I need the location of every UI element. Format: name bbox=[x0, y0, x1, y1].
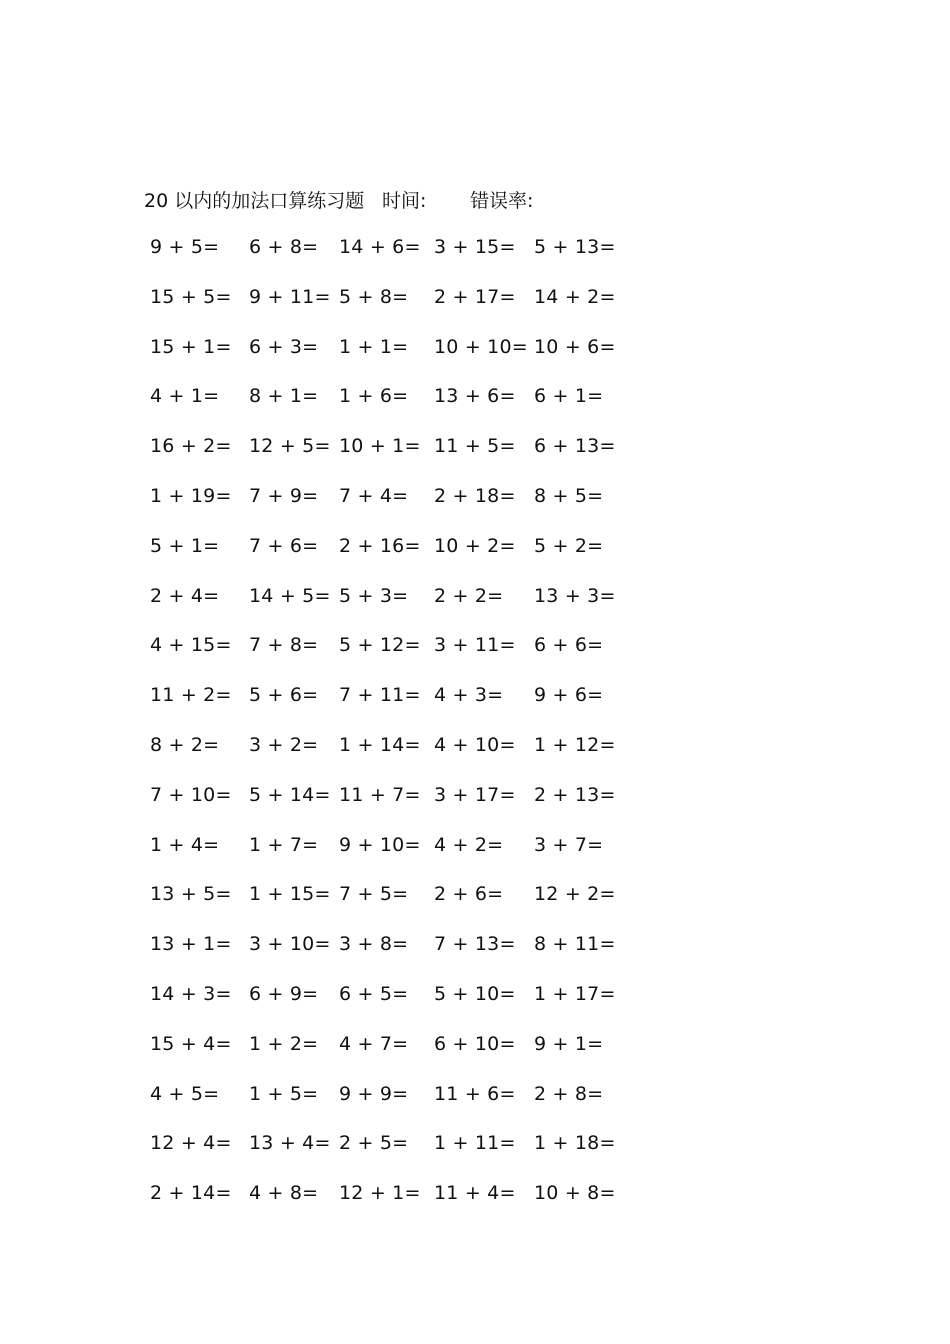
addition-problem: 5 + 8= bbox=[339, 285, 409, 308]
addition-problem: 14 + 2= bbox=[534, 285, 616, 308]
addition-problem: 3 + 11= bbox=[434, 634, 516, 657]
addition-problem: 1 + 6= bbox=[339, 385, 409, 408]
addition-problem: 2 + 18= bbox=[434, 484, 516, 507]
addition-problem: 1 + 17= bbox=[534, 982, 616, 1005]
addition-problem: 6 + 13= bbox=[534, 435, 616, 458]
addition-problem: 10 + 10= bbox=[434, 335, 528, 358]
addition-problem: 3 + 15= bbox=[434, 236, 516, 258]
addition-problem: 7 + 13= bbox=[434, 933, 516, 956]
addition-problem: 5 + 12= bbox=[339, 634, 421, 657]
addition-problem: 9 + 11= bbox=[249, 285, 331, 308]
addition-problem: 10 + 8= bbox=[534, 1182, 616, 1205]
problem-row bbox=[0, 385, 950, 435]
addition-problem: 14 + 6= bbox=[339, 236, 421, 258]
addition-problem: 6 + 3= bbox=[249, 335, 319, 358]
addition-problem: 15 + 4= bbox=[150, 1032, 232, 1055]
addition-problem: 1 + 11= bbox=[434, 1132, 516, 1155]
addition-problem: 12 + 4= bbox=[150, 1132, 232, 1155]
addition-problem: 4 + 3= bbox=[434, 684, 504, 707]
addition-problem: 7 + 4= bbox=[339, 484, 409, 507]
addition-problem: 15 + 5= bbox=[150, 285, 232, 308]
addition-problem: 6 + 6= bbox=[534, 634, 604, 657]
addition-problem: 5 + 14= bbox=[249, 783, 331, 806]
addition-problem: 7 + 8= bbox=[249, 634, 319, 657]
addition-problem: 1 + 2= bbox=[249, 1032, 319, 1055]
addition-problem: 4 + 15= bbox=[150, 634, 232, 657]
addition-problem: 2 + 13= bbox=[534, 783, 616, 806]
addition-problem: 5 + 1= bbox=[150, 534, 220, 557]
addition-problem: 16 + 2= bbox=[150, 435, 232, 458]
problem-row bbox=[0, 286, 950, 336]
addition-problem: 4 + 5= bbox=[150, 1082, 220, 1105]
addition-problem: 2 + 6= bbox=[434, 883, 504, 906]
problem-row bbox=[0, 336, 950, 386]
addition-problem: 1 + 19= bbox=[150, 484, 232, 507]
addition-problem: 11 + 7= bbox=[339, 783, 421, 806]
addition-problem: 1 + 1= bbox=[339, 335, 409, 358]
addition-problem: 5 + 2= bbox=[534, 534, 604, 557]
addition-problem: 10 + 1= bbox=[339, 435, 421, 458]
addition-problem: 12 + 2= bbox=[534, 883, 616, 906]
addition-problem: 3 + 17= bbox=[434, 783, 516, 806]
addition-problem: 5 + 10= bbox=[434, 982, 516, 1005]
addition-problem: 9 + 9= bbox=[339, 1082, 409, 1105]
addition-problem: 6 + 5= bbox=[339, 982, 409, 1005]
addition-problem: 13 + 1= bbox=[150, 933, 232, 956]
addition-problem: 1 + 4= bbox=[150, 833, 220, 856]
addition-problem: 5 + 13= bbox=[534, 236, 616, 258]
addition-problem: 2 + 8= bbox=[534, 1082, 604, 1105]
addition-problem: 7 + 10= bbox=[150, 783, 232, 806]
addition-problem: 5 + 3= bbox=[339, 584, 409, 607]
problem-row bbox=[0, 485, 950, 535]
problem-row bbox=[0, 684, 950, 734]
problem-row bbox=[0, 1182, 950, 1232]
addition-problem: 6 + 1= bbox=[534, 385, 604, 408]
addition-problem: 8 + 11= bbox=[534, 933, 616, 956]
addition-problem: 9 + 5= bbox=[150, 236, 220, 258]
addition-problem: 3 + 10= bbox=[249, 933, 331, 956]
addition-problem: 7 + 9= bbox=[249, 484, 319, 507]
addition-problem: 6 + 10= bbox=[434, 1032, 516, 1055]
addition-problem: 12 + 1= bbox=[339, 1182, 421, 1205]
problem-row bbox=[0, 236, 950, 286]
addition-problem: 9 + 1= bbox=[534, 1032, 604, 1055]
addition-problem: 13 + 5= bbox=[150, 883, 232, 906]
addition-problem: 11 + 4= bbox=[434, 1182, 516, 1205]
addition-problem: 2 + 14= bbox=[150, 1182, 232, 1205]
addition-problem: 11 + 6= bbox=[434, 1082, 516, 1105]
addition-problem: 4 + 8= bbox=[249, 1182, 319, 1205]
problem-row bbox=[0, 734, 950, 784]
addition-problem: 4 + 7= bbox=[339, 1032, 409, 1055]
addition-problem: 4 + 10= bbox=[434, 733, 516, 756]
addition-problem: 15 + 1= bbox=[150, 335, 232, 358]
problem-row bbox=[0, 585, 950, 635]
worksheet-title: 20 以内的加法口算练习题 bbox=[144, 190, 365, 212]
addition-problem: 10 + 2= bbox=[434, 534, 516, 557]
error-rate-label: 错误率: bbox=[470, 190, 534, 212]
addition-problem: 12 + 5= bbox=[249, 435, 331, 458]
addition-problem: 1 + 5= bbox=[249, 1082, 319, 1105]
addition-problem: 13 + 4= bbox=[249, 1132, 331, 1155]
addition-problem: 6 + 8= bbox=[249, 236, 319, 258]
addition-problem: 11 + 2= bbox=[150, 684, 232, 707]
addition-problem: 2 + 17= bbox=[434, 285, 516, 308]
addition-problem: 8 + 2= bbox=[150, 733, 220, 756]
addition-problem: 1 + 14= bbox=[339, 733, 421, 756]
addition-problem: 13 + 6= bbox=[434, 385, 516, 408]
addition-problem: 9 + 6= bbox=[534, 684, 604, 707]
addition-problem: 3 + 2= bbox=[249, 733, 319, 756]
addition-problem: 1 + 12= bbox=[534, 733, 616, 756]
problem-row bbox=[0, 634, 950, 684]
addition-problem: 3 + 7= bbox=[534, 833, 604, 856]
problem-row bbox=[0, 933, 950, 983]
addition-problem: 10 + 6= bbox=[534, 335, 616, 358]
addition-problem: 7 + 11= bbox=[339, 684, 421, 707]
problem-row bbox=[0, 784, 950, 834]
addition-problem: 5 + 6= bbox=[249, 684, 319, 707]
addition-problem: 7 + 5= bbox=[339, 883, 409, 906]
addition-problem: 2 + 5= bbox=[339, 1132, 409, 1155]
addition-problem: 8 + 5= bbox=[534, 484, 604, 507]
addition-problem: 1 + 18= bbox=[534, 1132, 616, 1155]
addition-problem: 14 + 3= bbox=[150, 982, 232, 1005]
problem-row bbox=[0, 883, 950, 933]
addition-problem: 4 + 1= bbox=[150, 385, 220, 408]
addition-problem: 14 + 5= bbox=[249, 584, 331, 607]
addition-problem: 8 + 1= bbox=[249, 385, 319, 408]
addition-problem: 2 + 16= bbox=[339, 534, 421, 557]
addition-problem: 6 + 9= bbox=[249, 982, 319, 1005]
addition-problem: 3 + 8= bbox=[339, 933, 409, 956]
addition-problem: 7 + 6= bbox=[249, 534, 319, 557]
addition-problem: 9 + 10= bbox=[339, 833, 421, 856]
addition-problem: 1 + 15= bbox=[249, 883, 331, 906]
problem-row bbox=[0, 983, 950, 1033]
problem-row bbox=[0, 535, 950, 585]
addition-problem: 13 + 3= bbox=[534, 584, 616, 607]
problem-row bbox=[0, 1033, 950, 1083]
addition-problem: 4 + 2= bbox=[434, 833, 504, 856]
problem-row bbox=[0, 1132, 950, 1182]
time-label: 时间: bbox=[382, 190, 427, 212]
addition-problem: 2 + 4= bbox=[150, 584, 220, 607]
addition-problem: 1 + 7= bbox=[249, 833, 319, 856]
problem-row bbox=[0, 435, 950, 485]
problem-row bbox=[0, 1083, 950, 1133]
addition-problem: 2 + 2= bbox=[434, 584, 504, 607]
problem-grid bbox=[0, 236, 950, 1232]
addition-problem: 11 + 5= bbox=[434, 435, 516, 458]
problem-row bbox=[0, 834, 950, 884]
